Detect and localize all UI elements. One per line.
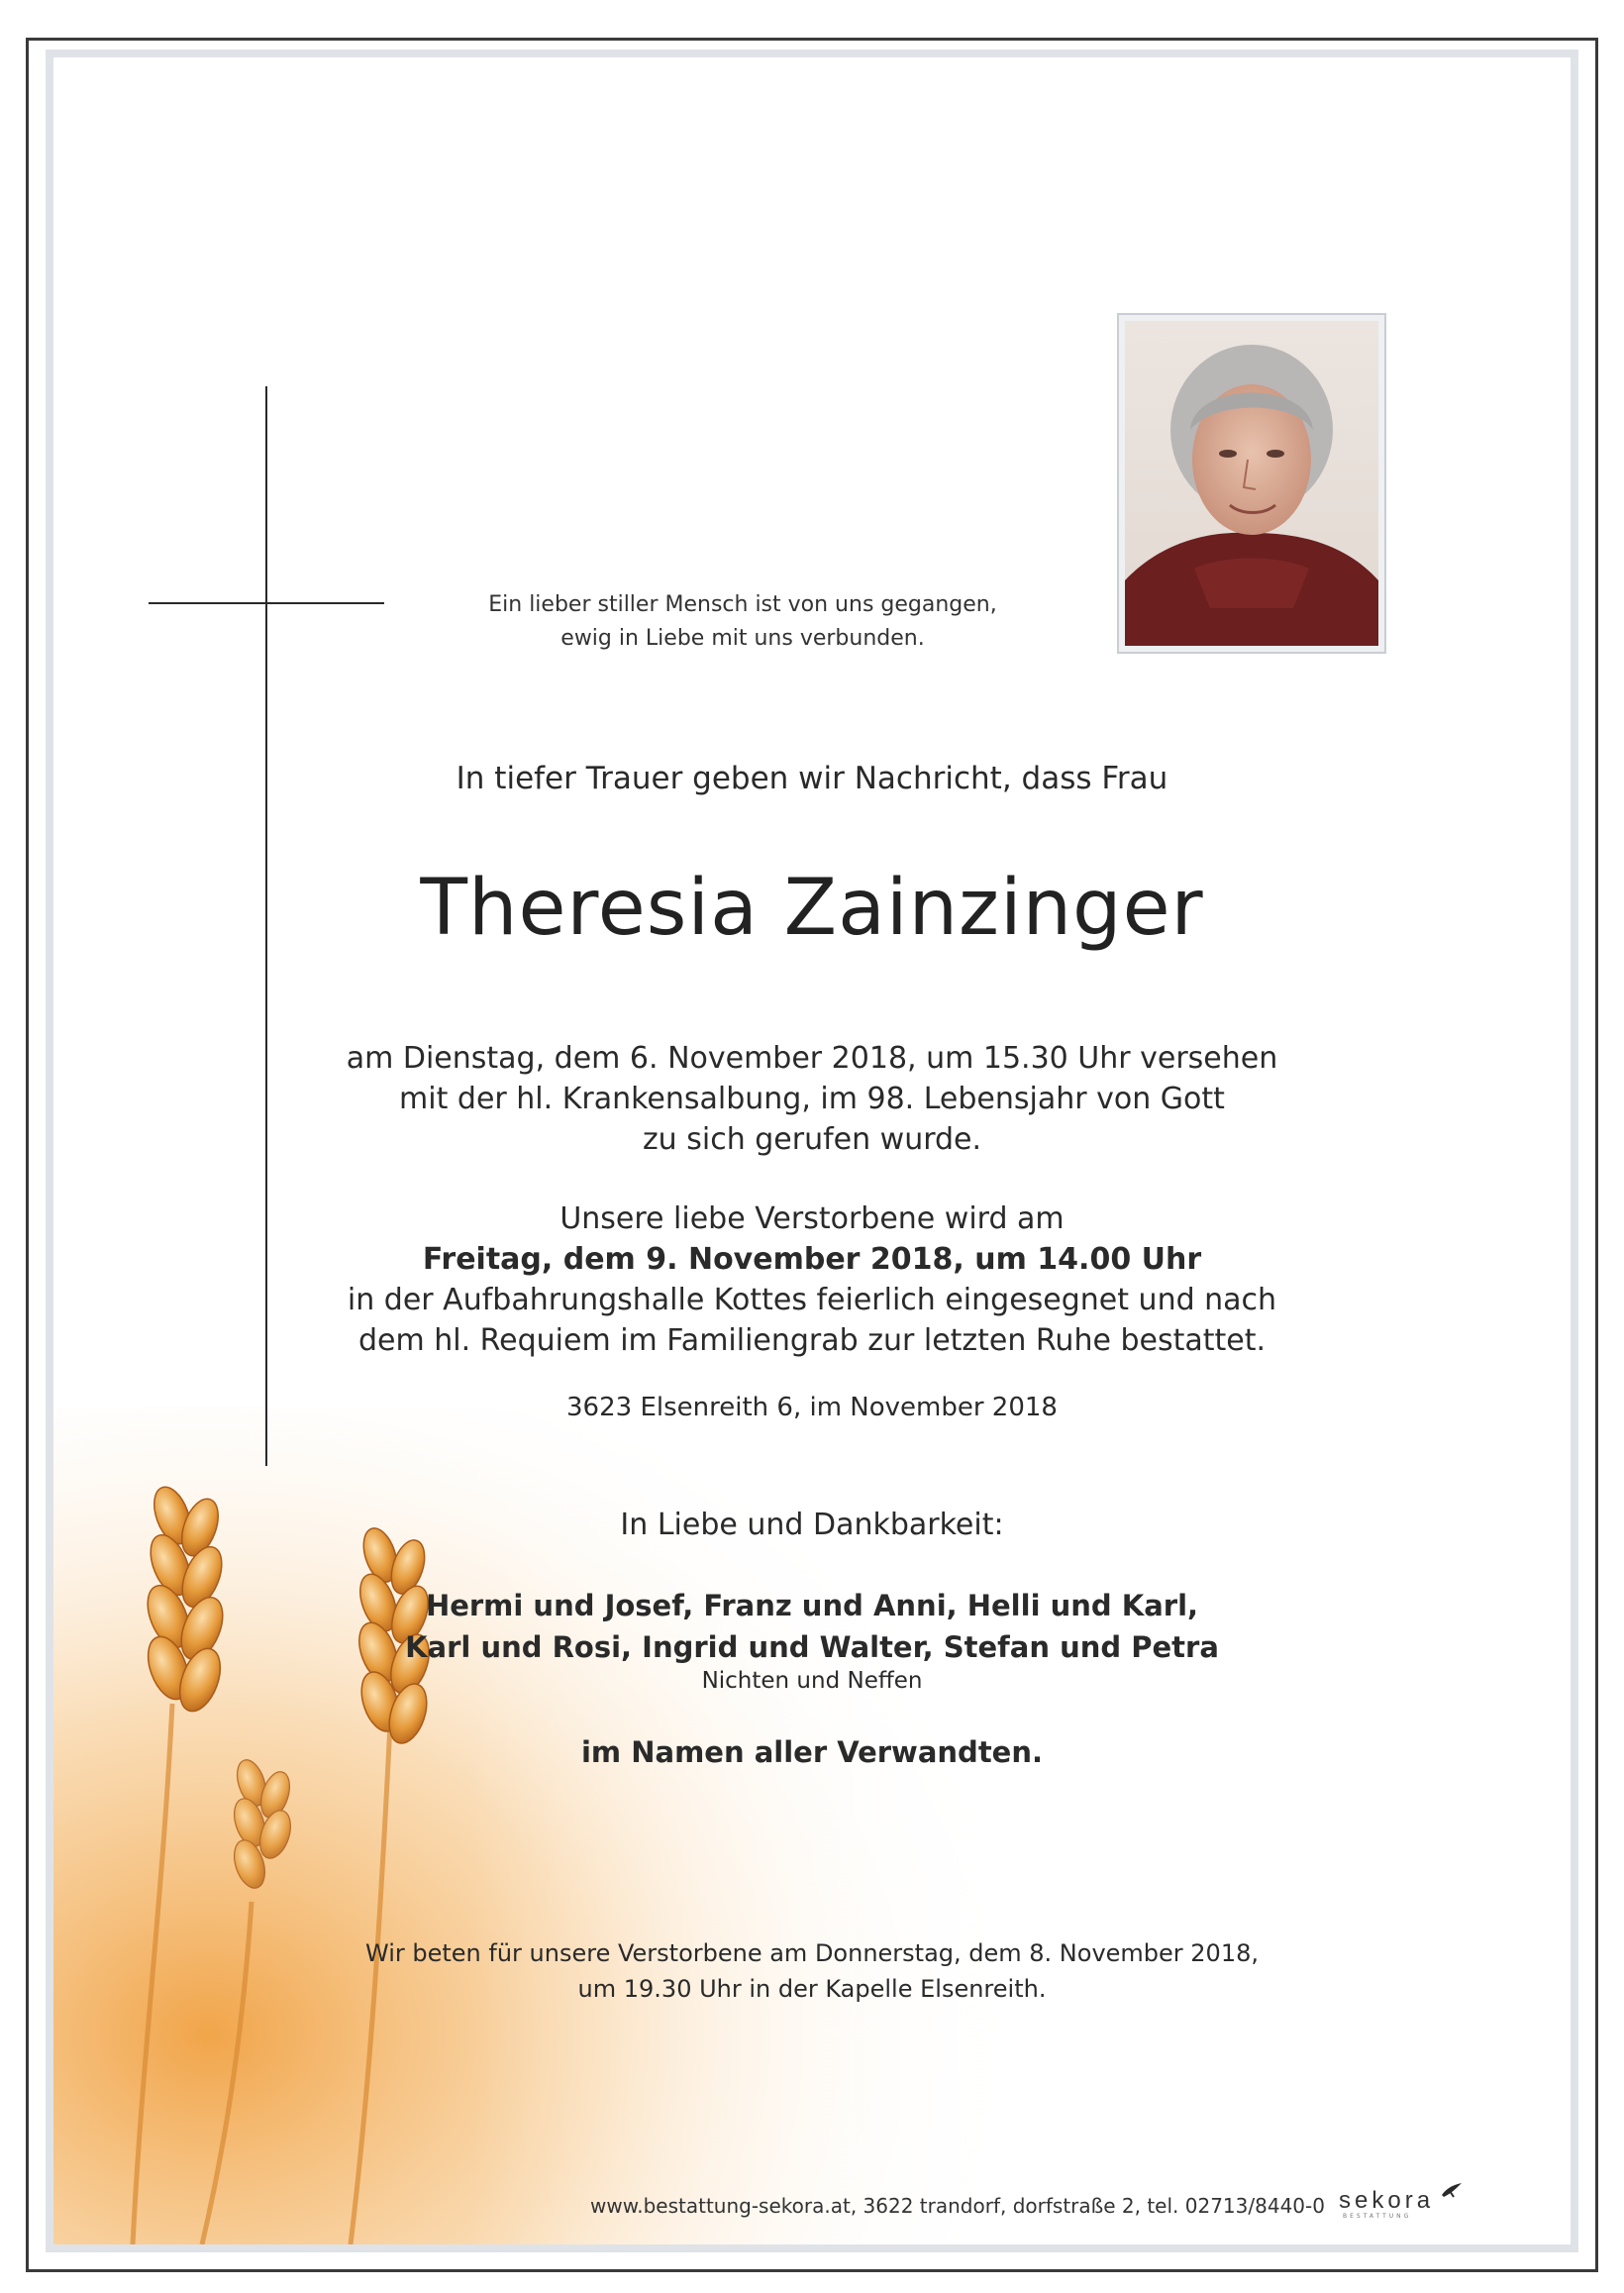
family-list	[0, 1585, 1624, 1668]
death-line: mit der hl. Krankensalbung, im 98. Lebensjahr von Gott	[399, 1082, 1225, 1116]
deceased-name: Theresia Zainzinger	[420, 864, 1204, 953]
death-line: zu sich gerufen wurde.	[642, 1122, 982, 1157]
bird-icon	[1440, 2181, 1464, 2199]
portrait-photo	[1125, 321, 1378, 646]
death-line: am Dienstag, dem 6. November 2018, um 15.30 Uhr versehen	[346, 1041, 1278, 1076]
motto-line: ewig in Liebe mit uns verbunden.	[560, 626, 925, 651]
prayer-notice	[0, 1935, 1624, 2007]
place-date: 3623 Elsenreith 6, im November 2018	[566, 1393, 1058, 1422]
prayer-line: um 19.30 Uhr in der Kapelle Elsenreith.	[577, 1975, 1047, 2003]
prayer-line: Wir beten für unsere Verstorbene am Donnerstag, dem 8. November 2018,	[365, 1939, 1259, 1967]
logo-subtitle: BESTATTUNG	[1343, 2213, 1412, 2220]
sekora-logo	[1339, 2187, 1435, 2220]
family-line: Hermi und Josef, Franz und Anni, Helli und Karl,	[425, 1589, 1199, 1622]
footer-contact: www.bestattung-sekora.at, 3622 trandorf, dorfstraße 2, tel. 02713/8440-0	[590, 2194, 1325, 2218]
portrait-frame	[1117, 313, 1386, 654]
funeral-line: in der Aufbahrungshalle Kottes feierlich eingesegnet und nach	[347, 1283, 1277, 1317]
intro-text: In tiefer Trauer geben wir Nachricht, dass Frau	[456, 761, 1168, 796]
thanks-heading: In Liebe und Dankbarkeit:	[620, 1508, 1004, 1542]
funeral-line: dem hl. Requiem im Familiengrab zur letzten Ruhe bestattet.	[357, 1323, 1267, 1358]
family-line: Karl und Rosi, Ingrid und Walter, Stefan und Petra	[405, 1630, 1219, 1664]
funeral-notice	[0, 1199, 1624, 1361]
death-notice	[0, 1038, 1624, 1160]
all-relatives: im Namen aller Verwandten.	[580, 1735, 1044, 1769]
motto-line: Ein lieber stiller Mensch ist von uns gegangen,	[488, 592, 997, 617]
cross-horizontal	[149, 602, 384, 604]
funeral-date: Freitag, dem 9. November 2018, um 14.00 Uhr	[422, 1242, 1202, 1277]
motto	[465, 588, 1020, 656]
relatives-note: Nichten und Neffen	[701, 1668, 923, 1694]
logo-name: sekora	[1339, 2187, 1435, 2214]
funeral-line: Unsere liebe Verstorbene wird am	[559, 1201, 1065, 1236]
